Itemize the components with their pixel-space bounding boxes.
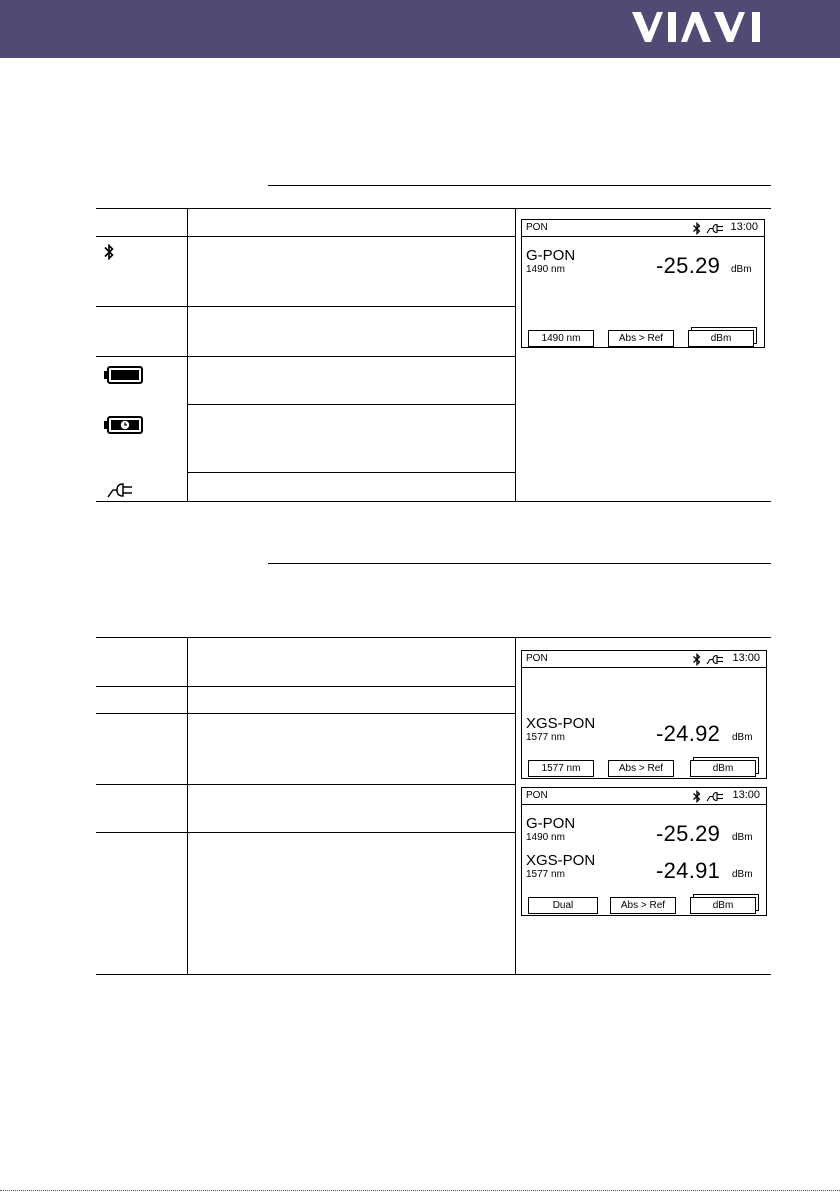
table2-row-rule bbox=[96, 784, 515, 785]
viavi-logo bbox=[632, 10, 774, 44]
reading-unit: dBm bbox=[732, 732, 753, 743]
table2-row-rule bbox=[96, 713, 515, 714]
reading-wavelength: 1577 nm bbox=[526, 869, 565, 880]
ac-power-icon bbox=[706, 791, 726, 802]
device-screen-single-gpon bbox=[521, 219, 765, 348]
softkey-abs-ref[interactable]: Abs > Ref bbox=[608, 330, 674, 347]
softkey-unit[interactable]: dBm bbox=[690, 760, 756, 777]
screen-clock: 13:00 bbox=[732, 789, 760, 801]
screen-status-bar bbox=[522, 651, 766, 668]
screen-status-bar bbox=[522, 788, 766, 805]
table2-top-rule bbox=[96, 637, 771, 638]
bluetooth-icon bbox=[692, 790, 702, 803]
table2-row-rule bbox=[96, 686, 515, 687]
softkey-abs-ref[interactable]: Abs > Ref bbox=[610, 897, 676, 914]
reading-wavelength: 1577 nm bbox=[526, 732, 565, 743]
screen-clock: 13:00 bbox=[732, 652, 760, 664]
page-bottom-edge bbox=[0, 1190, 840, 1191]
softkey-mode[interactable]: Dual bbox=[528, 897, 598, 914]
screen-mode-label: PON bbox=[526, 653, 548, 664]
screen-clock: 13:00 bbox=[730, 221, 758, 233]
reading-name: XGS-PON bbox=[526, 852, 596, 869]
softkey-wavelength[interactable]: 1490 nm bbox=[528, 330, 594, 347]
table2-col-divider bbox=[515, 637, 516, 974]
table2-bottom-rule bbox=[96, 974, 771, 975]
battery-full-icon bbox=[104, 366, 144, 384]
device-screen-single-xgspon bbox=[521, 650, 767, 779]
reading-name: G-PON bbox=[526, 815, 576, 832]
reading-name: XGS-PON bbox=[526, 715, 596, 732]
battery-charging-icon bbox=[104, 416, 144, 434]
table1-col-divider bbox=[187, 208, 188, 501]
reading-value: -24.91 bbox=[656, 858, 721, 883]
table1-header-rule bbox=[96, 236, 515, 237]
section1-heading-rule bbox=[268, 185, 771, 186]
softkey-abs-ref[interactable]: Abs > Ref bbox=[608, 760, 674, 777]
reading-unit: dBm bbox=[732, 832, 753, 843]
section2-heading-rule bbox=[268, 563, 771, 564]
table1-bottom-rule bbox=[96, 501, 771, 502]
table1-row-rule bbox=[187, 404, 515, 405]
softkey-wavelength[interactable]: 1577 nm bbox=[528, 760, 594, 777]
screen-status-bar bbox=[522, 220, 764, 237]
header-band bbox=[0, 0, 840, 58]
bluetooth-icon bbox=[103, 243, 115, 261]
reading-name: G-PON bbox=[526, 247, 576, 264]
reading-wavelength: 1490 nm bbox=[526, 264, 565, 275]
reading-value: -25.29 bbox=[656, 821, 721, 846]
bluetooth-icon bbox=[692, 653, 702, 666]
table2-row-rule bbox=[96, 832, 515, 833]
screen-mode-label: PON bbox=[526, 222, 548, 233]
ac-power-icon bbox=[706, 654, 726, 665]
table1-row-rule bbox=[187, 472, 515, 473]
ac-power-icon bbox=[706, 223, 726, 234]
table2-col-divider bbox=[187, 637, 188, 974]
softkey-unit[interactable]: dBm bbox=[688, 330, 754, 347]
reading-value: -25.29 bbox=[656, 253, 721, 278]
screen-mode-label: PON bbox=[526, 790, 548, 801]
reading-unit: dBm bbox=[732, 869, 753, 880]
device-screen-dual bbox=[521, 787, 767, 916]
reading-value: -24.92 bbox=[656, 721, 721, 746]
bluetooth-icon bbox=[692, 222, 702, 235]
softkey-unit[interactable]: dBm bbox=[690, 897, 756, 914]
reading-unit: dBm bbox=[731, 264, 752, 275]
reading-wavelength: 1490 nm bbox=[526, 832, 565, 843]
table1-top-rule bbox=[96, 208, 771, 209]
ac-power-icon bbox=[107, 482, 135, 498]
table1-col-divider bbox=[515, 208, 516, 501]
table1-row-rule bbox=[96, 306, 515, 307]
table1-row-rule bbox=[96, 356, 515, 357]
